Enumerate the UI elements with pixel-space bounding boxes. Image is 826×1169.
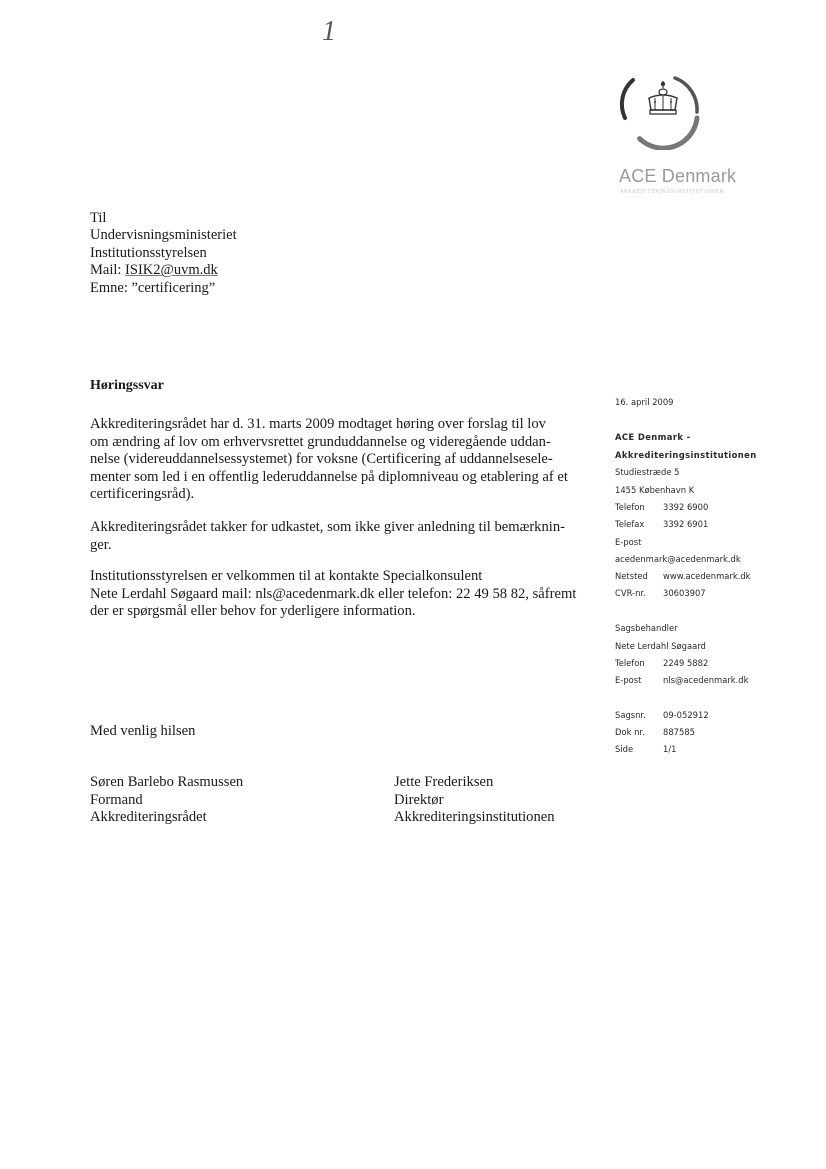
letter-date: 16. april 2009 (615, 397, 674, 407)
signature-chairman (90, 774, 243, 827)
web-value[interactable]: www.acedenmark.dk (663, 571, 751, 581)
sender-cvr (615, 588, 706, 598)
paragraph-line: ger. (90, 536, 112, 553)
handler-phone-value: 2249 5882 (663, 658, 709, 668)
to-label: Til (90, 210, 107, 226)
logo-name: ACE Denmark (619, 166, 737, 186)
cvr-label: CVR-nr. (615, 588, 646, 598)
sender-phone (615, 502, 708, 512)
signature-name: Søren Barlebo Rasmussen (90, 774, 244, 790)
doc-label: Dok nr. (615, 727, 645, 737)
ace-denmark-logo (605, 68, 745, 195)
signature-name: Jette Frederiksen (394, 774, 494, 790)
recipient-ministry: Undervisningsministeriet (90, 227, 237, 244)
mail-link[interactable]: ISIK2@uvm.dk (125, 262, 218, 279)
recipient-block (90, 210, 237, 297)
logo-tagline: AKKREDITERINGSINSTITUTIONEN (620, 189, 725, 195)
sender-web (615, 571, 751, 581)
page-label: Side (615, 744, 634, 754)
handwritten-page-number: 1 (322, 16, 336, 47)
paragraph-hearing (90, 416, 590, 504)
sender-fax (615, 519, 708, 529)
paragraph-line: Nete Lerdahl Søgaard mail: nls@acedenmark.dk eller telefon: 22 49 58 82, såfremt (90, 585, 577, 602)
recipient-agency: Institutionsstyrelsen (90, 244, 207, 261)
recipient-mail (90, 262, 237, 279)
letter-heading: Høringssvar (90, 378, 164, 393)
handler-email-label: E-post (615, 675, 642, 685)
sender-email-label: E-post (615, 537, 642, 547)
phone-value: 3392 6900 (663, 502, 709, 512)
signature-title: Direktør (394, 791, 444, 808)
signature-org: Akkrediteringsinstitutionen (394, 809, 555, 825)
paragraph-line: Akkrediteringsrådet takker for udkastet, som ikke giver anledning til bemærknin- (90, 519, 565, 535)
crown-emblem-icon (611, 68, 711, 150)
paragraph-thanks (90, 519, 590, 554)
sender-city: 1455 København K (615, 485, 695, 495)
paragraph-line: certificeringsråd). (90, 486, 195, 502)
document-number (615, 727, 695, 737)
handler-name: Nete Lerdahl Søgaard (615, 641, 706, 651)
sender-org-line1: ACE Denmark - (615, 432, 691, 442)
phone-label: Telefon (615, 502, 645, 512)
recipient-subject: Emne: ”certificering” (90, 279, 216, 296)
mail-label: Mail: (90, 262, 122, 279)
web-label: Netsted (615, 571, 648, 581)
cvr-value: 30603907 (663, 588, 706, 598)
handler-email-value[interactable]: nls@acedenmark.dk (663, 675, 749, 685)
fax-value: 3392 6901 (663, 519, 709, 529)
case-value: 09-052912 (663, 710, 709, 720)
paragraph-line: menter som led i en offentlig lederuddannelse på diplomniveau og etablering af et (90, 468, 568, 485)
paragraph-line: Akkrediteringsrådet har d. 31. marts 2009 modtaget høring over forslag til lov (90, 416, 546, 432)
paragraph-contact (90, 568, 590, 621)
doc-value: 887585 (663, 727, 695, 737)
handler-phone-label: Telefon (615, 658, 645, 668)
handler-label: Sagsbehandler (615, 623, 678, 633)
case-label: Sagsnr. (615, 710, 646, 720)
paragraph-line: nelse (videreuddannelsessystemet) for voksne (Certificering af uddannelsesele- (90, 451, 553, 467)
page-indicator (615, 744, 676, 754)
sender-street: Studiestræde 5 (615, 467, 680, 477)
signature-director (394, 774, 555, 827)
page-value: 1/1 (663, 744, 677, 754)
greeting: Med venlig hilsen (90, 723, 196, 739)
paragraph-line: Institutionsstyrelsen er velkommen til at kontakte Specialkonsulent (90, 568, 483, 584)
handler-phone (615, 658, 708, 668)
sender-email[interactable]: acedenmark@acedenmark.dk (615, 554, 741, 564)
sender-org-line2: Akkrediteringsinstitutionen (615, 450, 757, 460)
signature-title: Formand (90, 791, 143, 808)
case-number (615, 710, 709, 720)
handler-email (615, 675, 748, 685)
fax-label: Telefax (615, 519, 645, 529)
signature-org: Akkrediteringsrådet (90, 809, 207, 825)
paragraph-line: om ændring af lov om erhvervsrettet grunduddannelse og videregående uddan- (90, 433, 551, 450)
paragraph-line: der er spørgsmål eller behov for yderligere information. (90, 603, 416, 619)
